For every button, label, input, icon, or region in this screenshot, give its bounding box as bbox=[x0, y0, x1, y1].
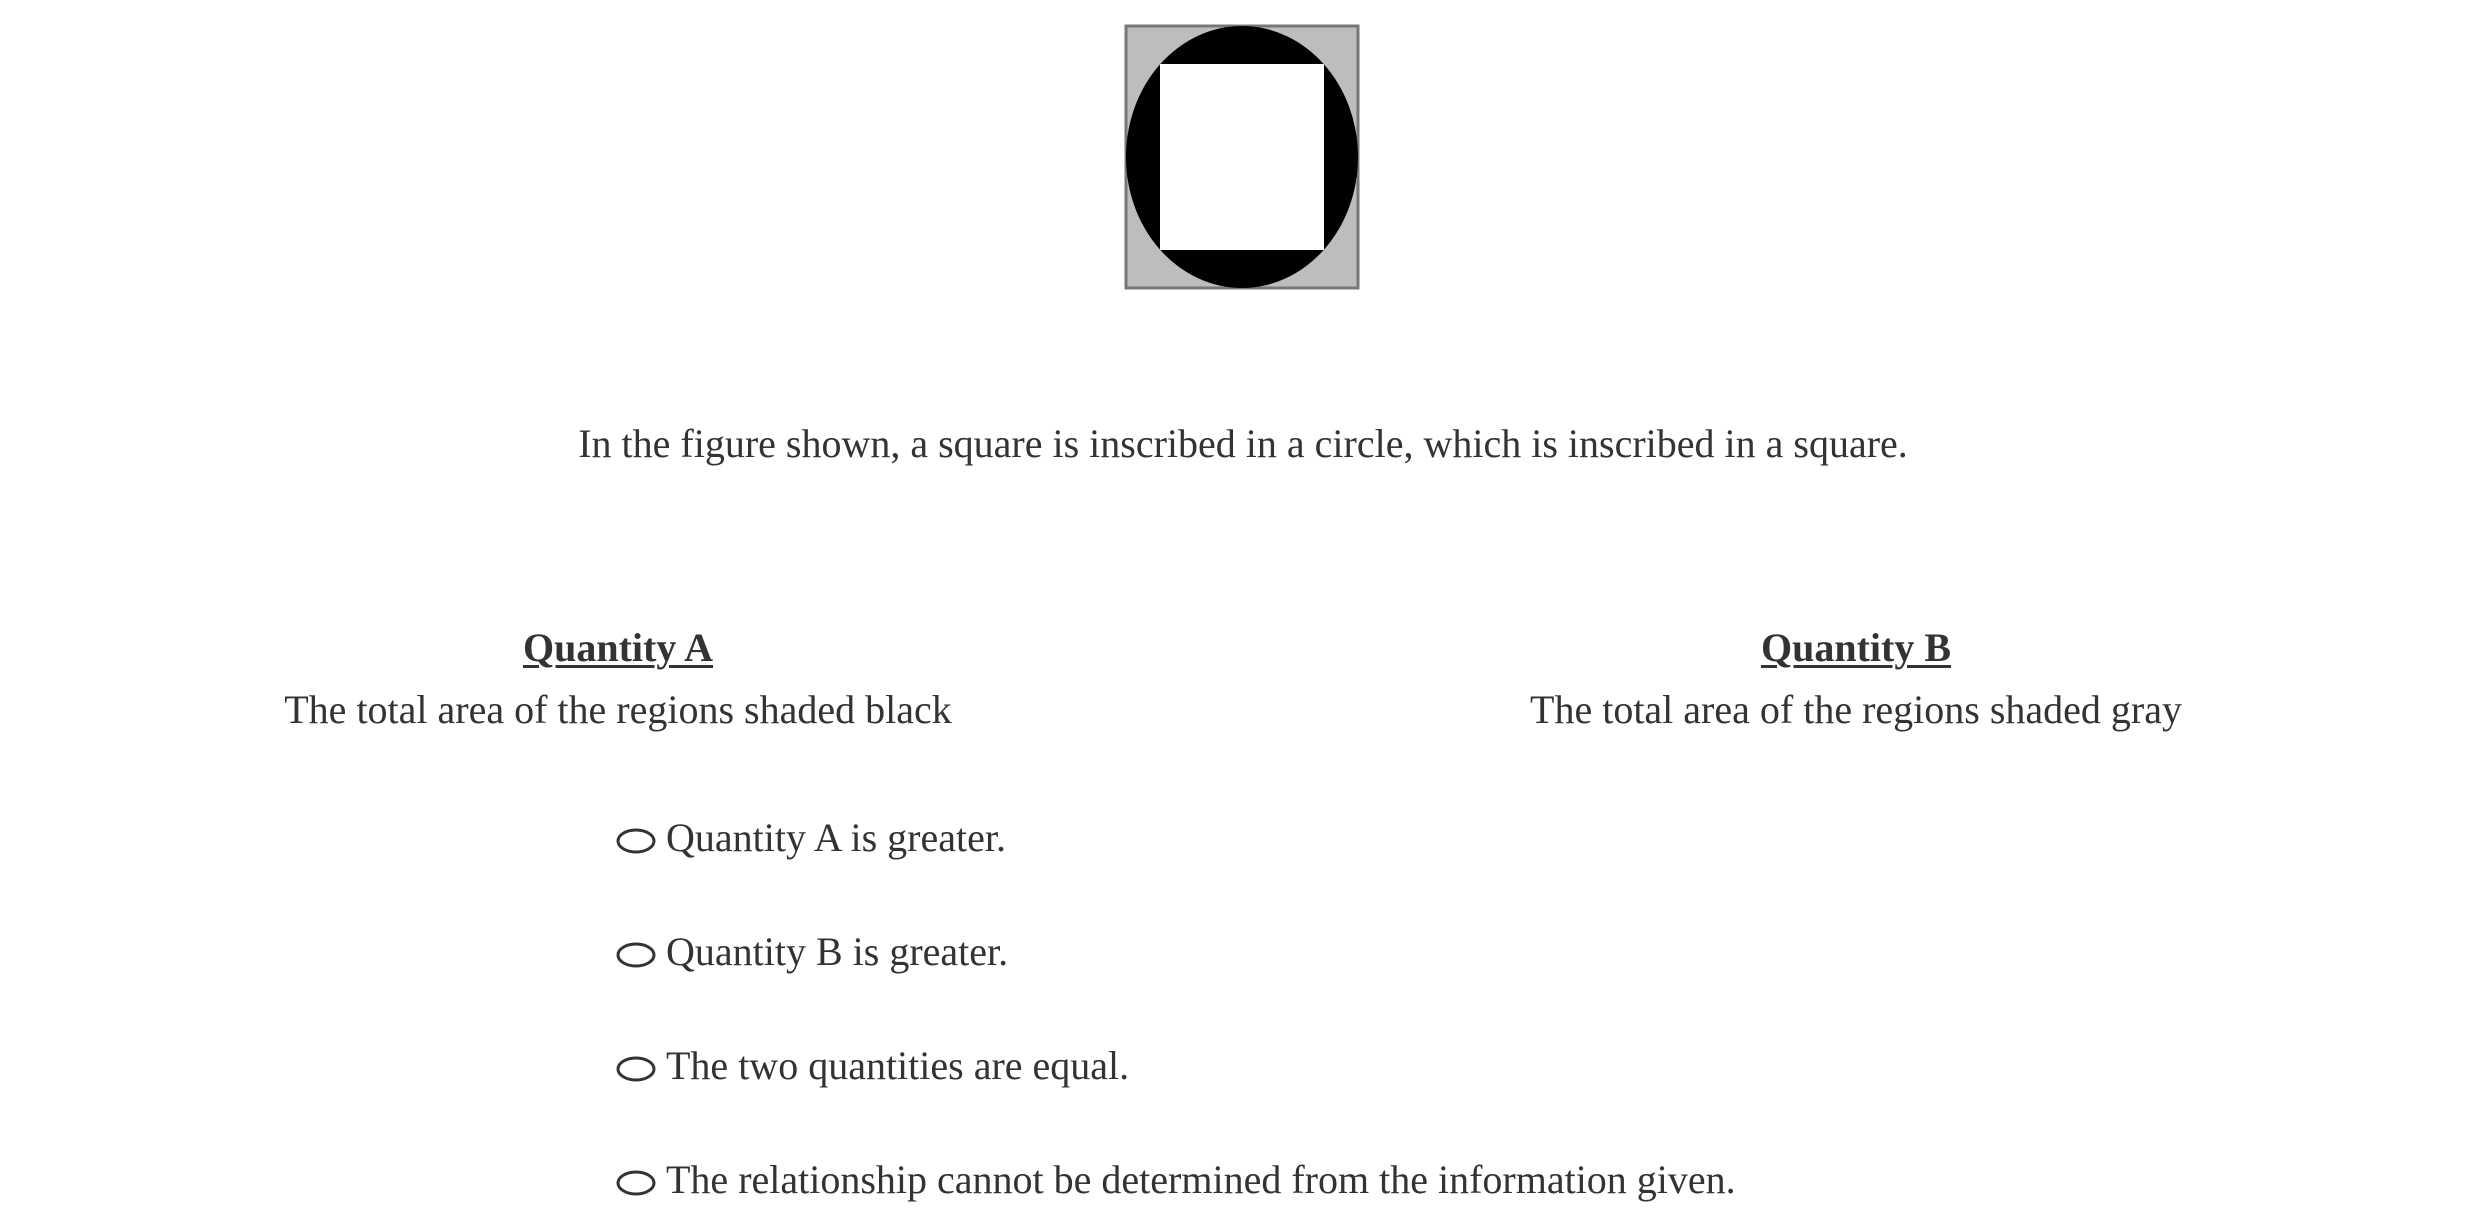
inner-square-white bbox=[1160, 64, 1324, 250]
answer-choices bbox=[616, 812, 1736, 1206]
radio-button-icon[interactable] bbox=[616, 828, 656, 854]
choice-label: Quantity B is greater. bbox=[666, 929, 1009, 974]
quantity-a-column bbox=[238, 622, 998, 736]
choice-label: Quantity A is greater. bbox=[666, 815, 1006, 860]
choice-equal[interactable] bbox=[616, 1040, 1736, 1092]
quantity-b-column bbox=[1476, 622, 2236, 736]
quantity-b-heading: Quantity B bbox=[1760, 625, 1952, 670]
choice-b-greater[interactable] bbox=[616, 926, 1736, 978]
choice-label: The two quantities are equal. bbox=[666, 1043, 1130, 1088]
figure-svg bbox=[1124, 24, 1360, 290]
radio-button-icon[interactable] bbox=[616, 1170, 656, 1196]
question-prompt: In the figure shown, a square is inscribed in a circle, which is inscribed in a square. bbox=[578, 421, 1908, 466]
quantity-b-description: The total area of the regions shaded gray bbox=[1530, 687, 2182, 732]
choice-label: The relationship cannot be determined from the information given. bbox=[666, 1157, 1736, 1202]
choice-cannot-determine[interactable] bbox=[616, 1154, 1736, 1206]
quantity-a-heading: Quantity A bbox=[522, 625, 714, 670]
radio-button-icon[interactable] bbox=[616, 1056, 656, 1082]
quantity-a-description: The total area of the regions shaded black bbox=[284, 687, 952, 732]
radio-button-icon[interactable] bbox=[616, 942, 656, 968]
choice-a-greater[interactable] bbox=[616, 812, 1736, 864]
square-circle-square-figure bbox=[1124, 24, 1360, 290]
